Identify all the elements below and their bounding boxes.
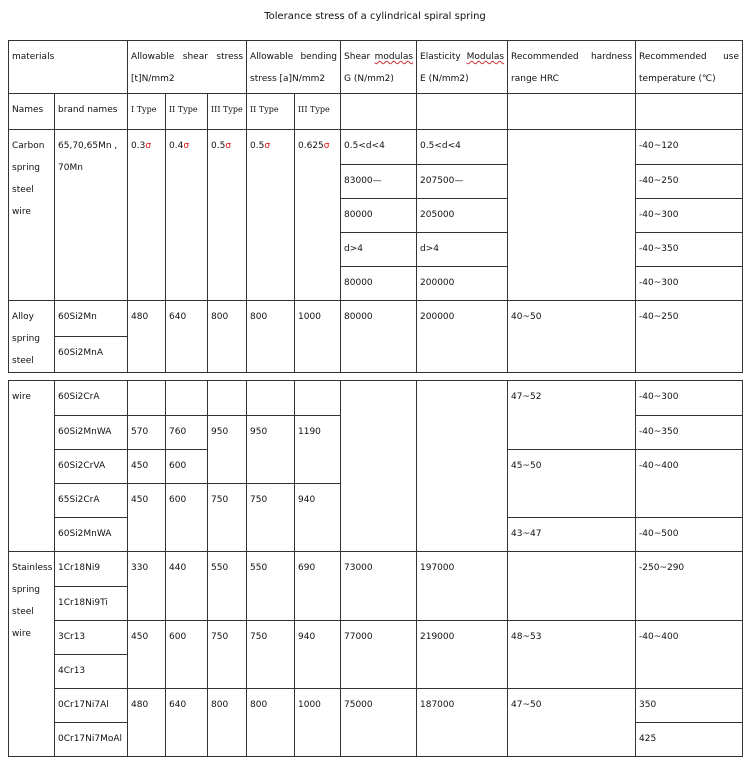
stainless-temp-2a: 350 xyxy=(636,689,743,723)
stainless-brand-1a: 3Cr13 xyxy=(55,621,128,655)
stainless-t1-0: 330 xyxy=(128,552,166,621)
stainless-t2-0: 440 xyxy=(166,552,208,621)
wire-brand-1: 60Si2MnWA xyxy=(55,416,128,450)
wire-brand-0: 60Si2CrA xyxy=(55,381,128,416)
alloy-t3: 800 xyxy=(208,301,247,373)
stainless-g-0: 73000 xyxy=(341,552,417,621)
stainless-t3-0: 550 xyxy=(208,552,247,621)
carbon-temp-1: -40~250 xyxy=(636,165,743,199)
stainless-brand-0b: 1Cr18Ni9Ti xyxy=(55,587,128,621)
stainless-brand-2a: 0Cr17Ni7Al xyxy=(55,689,128,723)
stainless-t1-1: 450 xyxy=(128,621,166,689)
wire-b3-3: 940 xyxy=(295,484,341,552)
carbon-t2: 0.4σ xyxy=(166,130,208,301)
alloy-brand-1: 60Si2MnA xyxy=(55,337,128,373)
carbon-brand: 65,70,65Mn , 70Mn xyxy=(55,130,128,301)
stainless-brand-0a: 1Cr18Ni9 xyxy=(55,552,128,587)
spring-table-bottom xyxy=(8,380,743,757)
stainless-b2-1: 750 xyxy=(247,621,295,689)
stainless-g-2: 75000 xyxy=(341,689,417,757)
carbon-e-1: 207500— xyxy=(417,165,508,199)
stainless-hrc-0 xyxy=(508,552,636,621)
spring-table-top xyxy=(8,40,743,373)
header-hardness: Recommended hardness range HRC xyxy=(508,41,636,94)
stainless-e-1: 219000 xyxy=(417,621,508,689)
carbon-e-4: 200000 xyxy=(417,267,508,301)
carbon-name: Carbon spring steel wire xyxy=(9,130,55,301)
stainless-hrc-2: 47~50 xyxy=(508,689,636,757)
alloy-brand-0: 60Si2Mn xyxy=(55,301,128,337)
carbon-temp-0: -40~120 xyxy=(636,130,743,165)
stainless-t1-2: 480 xyxy=(128,689,166,757)
stainless-t2-2: 640 xyxy=(166,689,208,757)
wire-hrc-0: 47~52 xyxy=(508,381,636,450)
header-shear-modulus: Shear modulas G (N/mm2) xyxy=(341,41,417,94)
wire-b2-1: 950 xyxy=(247,416,295,484)
carbon-g-3: d>4 xyxy=(341,233,417,267)
header-bending-type-3: III Type xyxy=(295,94,341,130)
stainless-temp-2b: 425 xyxy=(636,723,743,757)
header-names: Names xyxy=(9,94,55,130)
alloy-t1: 480 xyxy=(128,301,166,373)
alloy-b3: 1000 xyxy=(295,301,341,373)
stainless-b3-2: 1000 xyxy=(295,689,341,757)
wire-temp-2: -40~400 xyxy=(636,450,743,518)
alloy-temp: -40~250 xyxy=(636,301,743,373)
carbon-temp-4: -40~300 xyxy=(636,267,743,301)
alloy-name: Alloy spring steel xyxy=(9,301,55,373)
header-bending-type-2: II Type xyxy=(247,94,295,130)
alloy-b2: 800 xyxy=(247,301,295,373)
stainless-brand-1b: 4Cr13 xyxy=(55,655,128,689)
wire-t2-2: 600 xyxy=(166,450,208,484)
stainless-hrc-1: 48~53 xyxy=(508,621,636,689)
carbon-b3: 0.625σ xyxy=(295,130,341,301)
wire-t3-1: 950 xyxy=(208,416,247,484)
wire-temp-4: -40~500 xyxy=(636,518,743,552)
stainless-t3-2: 800 xyxy=(208,689,247,757)
stainless-t2-1: 600 xyxy=(166,621,208,689)
wire-brand-2: 60Si2CrVA xyxy=(55,450,128,484)
wire-t1-3: 450 xyxy=(128,484,166,552)
wire-temp-0: -40~300 xyxy=(636,381,743,416)
alloy-t2: 640 xyxy=(166,301,208,373)
header-elasticity-modulus: Elasticity Modulas E (N/mm2) xyxy=(417,41,508,94)
stainless-t3-1: 750 xyxy=(208,621,247,689)
stainless-brand-2b: 0Cr17Ni7MoAl xyxy=(55,723,128,757)
header-allowable-bending: Allowable bending stress [a]N/mm2 xyxy=(247,41,341,94)
stainless-temp-0: -250~290 xyxy=(636,552,743,621)
carbon-e-3: d>4 xyxy=(417,233,508,267)
wire-b3-1: 1190 xyxy=(295,416,341,484)
stainless-e-2: 187000 xyxy=(417,689,508,757)
wire-b2-3: 750 xyxy=(247,484,295,552)
header-type-3: III Type xyxy=(208,94,247,130)
carbon-t1: 0.3σ xyxy=(128,130,166,301)
wire-t2-3: 600 xyxy=(166,484,208,552)
wire-hrc-4: 43~47 xyxy=(508,518,636,552)
stainless-b2-2: 800 xyxy=(247,689,295,757)
carbon-g-4: 80000 xyxy=(341,267,417,301)
wire-t1-2: 450 xyxy=(128,450,166,484)
wire-hrc-2: 45~50 xyxy=(508,450,636,518)
wire-name: wire xyxy=(9,381,55,552)
alloy-g: 80000 xyxy=(341,301,417,373)
wire-t2-1: 760 xyxy=(166,416,208,450)
wire-brand-4: 60Si2MnWA xyxy=(55,518,128,552)
carbon-e-0: 0.5<d<4 xyxy=(417,130,508,165)
stainless-temp-1: -40~400 xyxy=(636,621,743,689)
stainless-b3-0: 690 xyxy=(295,552,341,621)
header-type-2: II Type xyxy=(166,94,208,130)
carbon-hrc xyxy=(508,130,636,301)
stainless-g-1: 77000 xyxy=(341,621,417,689)
stainless-name: Stainless spring steel wire xyxy=(9,552,55,757)
carbon-e-2: 205000 xyxy=(417,199,508,233)
header-materials: materials xyxy=(9,41,128,94)
wire-t1-1: 570 xyxy=(128,416,166,450)
carbon-temp-3: -40~350 xyxy=(636,233,743,267)
carbon-temp-2: -40~300 xyxy=(636,199,743,233)
carbon-g-2: 80000 xyxy=(341,199,417,233)
wire-t3-3: 750 xyxy=(208,484,247,552)
stainless-b2-0: 550 xyxy=(247,552,295,621)
wire-temp-1: -40~350 xyxy=(636,416,743,450)
header-allowable-shear: Allowable shear stress [t]N/mm2 xyxy=(128,41,247,94)
document-title: Tolerance stress of a cylindrical spiral spring xyxy=(264,11,486,22)
wire-brand-3: 65Si2CrA xyxy=(55,484,128,518)
alloy-e: 200000 xyxy=(417,301,508,373)
stainless-b3-1: 940 xyxy=(295,621,341,689)
header-brand-names: brand names xyxy=(55,94,128,130)
carbon-g-0: 0.5<d<4 xyxy=(341,130,417,165)
carbon-b2: 0.5σ xyxy=(247,130,295,301)
carbon-g-1: 83000— xyxy=(341,165,417,199)
stainless-e-0: 197000 xyxy=(417,552,508,621)
carbon-t3: 0.5σ xyxy=(208,130,247,301)
header-type-1: I Type xyxy=(128,94,166,130)
alloy-hrc: 40~50 xyxy=(508,301,636,373)
header-temperature: Recommended use temperature (℃) xyxy=(636,41,743,94)
